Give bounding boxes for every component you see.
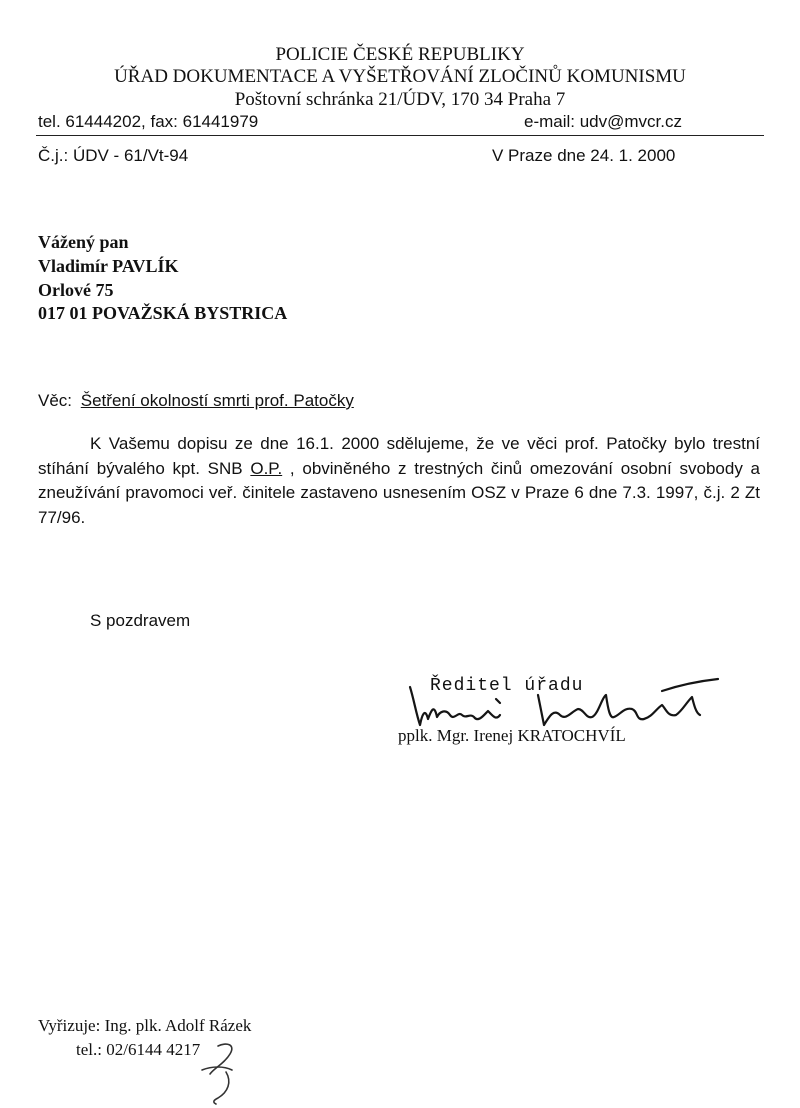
contact-phone: tel.: 02/6144 4217	[76, 1040, 201, 1059]
recipient-name: Vladimír PAVLÍK	[38, 256, 179, 276]
recipient-street: Orlové 75	[38, 280, 114, 300]
subject-text: Šetření okolností smrti prof. Patočky	[80, 391, 354, 410]
email-address: e-mail: udv@mvcr.cz	[524, 112, 683, 131]
closing-greeting: S pozdravem	[90, 611, 191, 630]
recipient-city: 017 01 POVAŽSKÁ BYSTRICA	[38, 303, 288, 323]
recipient-salutation: Vážený pan	[38, 232, 129, 252]
reference-number: Č.j.: ÚDV - 61/Vt-94	[38, 146, 189, 165]
signatory-title: Ředitel úřadu	[430, 676, 584, 696]
handwritten-initials	[196, 1040, 256, 1106]
body-text-part2: , obviněného z trestných činů omezování osobní svobody a zneužívání pravomoci veř. činitele zastaveno usnesením OSZ v Praze 6 dne 7.3. 1997, č.j. 2 Zt 77/96.	[38, 458, 760, 527]
accused-initials: O.P.	[250, 458, 283, 478]
organization-name: POLICIE ČESKÉ REPUBLIKY	[275, 44, 525, 65]
handled-by: Vyřizuje: Ing. plk. Adolf Rázek	[38, 1016, 252, 1035]
header-divider	[36, 135, 764, 136]
subject-line	[38, 391, 354, 411]
place-date: V Praze dne 24. 1. 2000	[492, 146, 676, 165]
phone-fax: tel. 61444202, fax: 61441979	[38, 112, 259, 131]
signatory-name: pplk. Mgr. Irenej KRATOCHVÍL	[398, 726, 626, 745]
office-address: Poštovní schránka 21/ÚDV, 170 34 Praha 7	[234, 89, 566, 110]
subject-label: Věc:	[38, 391, 73, 410]
letter-body	[38, 432, 760, 530]
body-text-part1: K Vašemu dopisu ze dne 16.1. 2000 sdělujeme, že ve věci prof. Patočky bylo trestní stíhání bývalého kpt. SNB	[38, 434, 760, 478]
office-name: ÚŘAD DOKUMENTACE A VYŠETŘOVÁNÍ ZLOČINŮ KOMUNISMU	[114, 66, 686, 87]
